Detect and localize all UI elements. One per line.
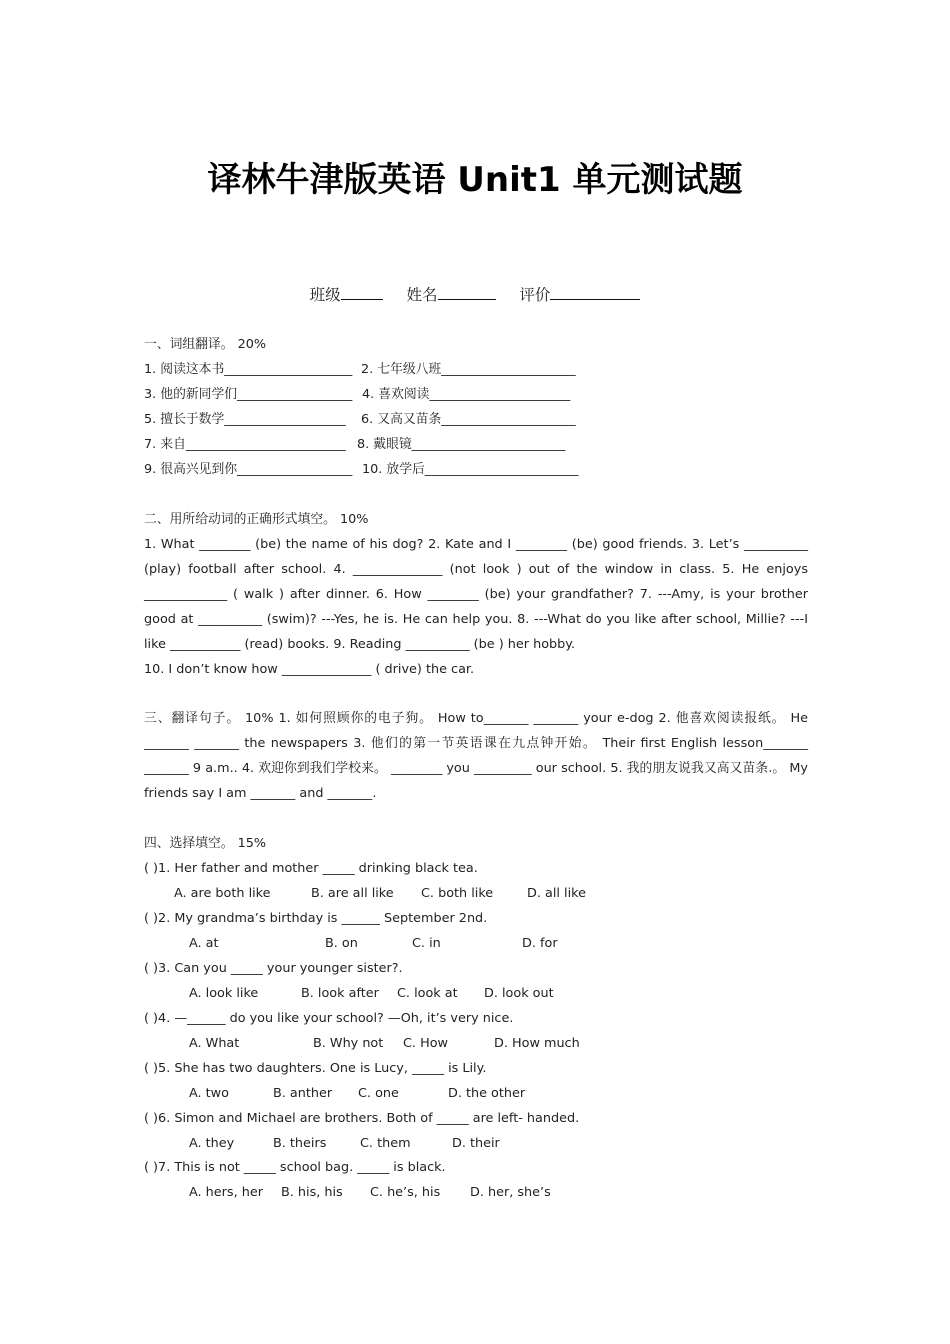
phrase-row bbox=[144, 357, 576, 382]
option-d: D. the other bbox=[448, 1086, 526, 1101]
option-b: B. look after bbox=[301, 986, 379, 1001]
section2-heading: 二、用所给动词的正确形式填空。 10% bbox=[144, 512, 369, 527]
phrase-left: 3. 他的新同学们__________________ bbox=[144, 387, 353, 402]
class-label: 班级 bbox=[309, 286, 341, 304]
option-a: A. two bbox=[189, 1086, 229, 1101]
phrase-right: 10. 放学后________________________ bbox=[362, 462, 579, 477]
phrase-left: 9. 很高兴见到你__________________ bbox=[144, 462, 353, 477]
option-b: B. Why not bbox=[313, 1036, 384, 1051]
page-title: 译林牛津版英语 Unit1 单元测试题 bbox=[207, 160, 743, 200]
option-d: D. for bbox=[522, 936, 558, 951]
section2-paragraph: 1. What ________ (be) the name of his dog? 2. Kate and I ________ (be) good friends. 3. Let’s __________ (play) football after school. 4. ______________ (not look ) out of the window in class. 5. He enjoys _____________ ( walk ) after dinner. 6. How ________ (be) your grandfather? 7. ---Amy, is your brother good at __________ (swim)? ---Yes, he is. He can help you. 8. ---What do you like after school, Millie? ---I like ___________ (read) books. 9. Reading __________ (be ) her hobby. bbox=[144, 537, 808, 652]
question-1: ( )1. Her father and mother _____ drinking black tea. bbox=[144, 861, 478, 876]
phrase-right: 6. 又高又苗条_____________________ bbox=[361, 412, 576, 427]
option-c: C. look at bbox=[397, 986, 458, 1001]
option-a: A. hers, her bbox=[189, 1185, 263, 1200]
question-2: ( )2. My grandma’s birthday is ______ September 2nd. bbox=[144, 911, 488, 926]
option-b: B. are all like bbox=[311, 886, 394, 901]
phrase-right: 2. 七年级八班_____________________ bbox=[361, 362, 576, 377]
option-c: C. both like bbox=[421, 886, 494, 901]
phrase-left: 5. 擅长于数学___________________ bbox=[144, 412, 346, 427]
question-7: ( )7. This is not _____ school bag. _____ is black. bbox=[144, 1160, 446, 1175]
option-d: D. How much bbox=[494, 1036, 580, 1051]
phrase-left: 7. 来自_________________________ bbox=[144, 437, 346, 452]
phrase-left: 1. 阅读这本书____________________ bbox=[144, 362, 353, 377]
phrase-row bbox=[144, 382, 571, 407]
option-a: A. look like bbox=[189, 986, 259, 1001]
question-5: ( )5. She has two daughters. One is Lucy, _____ is Lily. bbox=[144, 1061, 487, 1076]
phrase-right: 4. 喜欢阅读______________________ bbox=[362, 387, 571, 402]
option-d: D. all like bbox=[527, 886, 586, 901]
option-a: A. are both like bbox=[174, 886, 271, 901]
evaluation-label: 评价 bbox=[519, 286, 551, 304]
question-6: ( )6. Simon and Michael are brothers. Both of _____ are left- handed. bbox=[144, 1111, 580, 1126]
phrase-row bbox=[144, 457, 579, 482]
section3-paragraph: 三、翻译句子。 10% 1. 如何照顾你的电子狗。 How to_______ _______ your e-dog 2. 他喜欢阅读报纸。 He _______ _______ the newspapers 3. 他们的第一节英语课在九点钟开始。 Their first English lesson_______ _______ 9 a.m.. 4. 欢迎你到我们学校来。 ________ you _________ our school. 5. 我的朋友说我又高又苗条.。 My friends say I am _______ and _______. bbox=[144, 711, 808, 801]
section4-heading: 四、选择填空。 15% bbox=[144, 836, 267, 851]
evaluation-blank bbox=[550, 285, 640, 300]
option-c: C. he’s, his bbox=[370, 1185, 441, 1200]
option-d: D. look out bbox=[484, 986, 554, 1001]
option-a: A. they bbox=[189, 1136, 235, 1151]
section2-last-line: 10. I don’t know how ______________ ( drive) the car. bbox=[144, 662, 475, 677]
option-c: C. one bbox=[358, 1086, 399, 1101]
option-b: B. on bbox=[325, 936, 358, 951]
option-b: B. his, his bbox=[281, 1185, 343, 1200]
phrase-row bbox=[144, 407, 576, 432]
phrase-right: 8. 戴眼镜________________________ bbox=[357, 437, 566, 452]
name-label: 姓名 bbox=[406, 286, 438, 304]
option-a: A. What bbox=[189, 1036, 240, 1051]
name-blank bbox=[438, 285, 496, 300]
option-d: D. her, she’s bbox=[470, 1185, 551, 1200]
option-a: A. at bbox=[189, 936, 219, 951]
question-4: ( )4. —______ do you like your school? —Oh, it’s very nice. bbox=[144, 1011, 514, 1026]
student-info-line bbox=[0, 283, 950, 305]
class-blank bbox=[341, 285, 383, 300]
option-b: B. anther bbox=[273, 1086, 333, 1101]
option-c: C. them bbox=[360, 1136, 411, 1151]
section1-heading: 一、词组翻译。 20% bbox=[144, 337, 267, 352]
option-b: B. theirs bbox=[273, 1136, 327, 1151]
question-3: ( )3. Can you _____ your younger sister?. bbox=[144, 961, 403, 976]
phrase-row bbox=[144, 432, 566, 457]
option-c: C. How bbox=[403, 1036, 448, 1051]
option-d: D. their bbox=[452, 1136, 500, 1151]
option-c: C. in bbox=[412, 936, 441, 951]
